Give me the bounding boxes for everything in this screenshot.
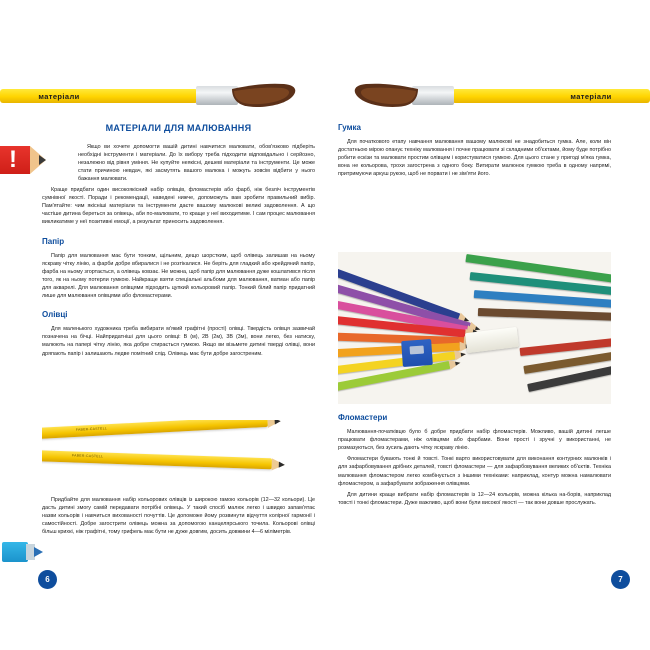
paragraph: Фломастери бувають тонкі й товсті. Тонкі варто використовувати для виконання контурних малюнків і для зафарбовування дрібних деталей, товсті фломастери — для зафарбовування великих об'єктів. Техніка малювання фломастером легко комбінується з іншими техніками: наприклад, контур можна намалювати фломастером, а зафарбувати зображення олівцями. [338, 456, 611, 487]
pencil-sharpener [401, 339, 433, 367]
paragraph: Для дитини краще вибрати набір фломастерів із 12—24 кольорів, можна кілька на-борів, наприклад товсті і тонкі фломастери. Дуже важливо, щоб вони були високої якості — так вони довше прослужать. [338, 491, 611, 506]
brush-bristles-icon [352, 83, 418, 109]
colored-pencil [520, 335, 611, 355]
brush-banner-right [350, 83, 650, 109]
marker-body [2, 542, 28, 562]
brush-tag-label: матеріали [38, 91, 80, 101]
photo-colored-pencils [338, 252, 611, 404]
exclamation-mark: ! [9, 146, 17, 173]
paragraph: Папір для малювання має бути тонким, щільним, дещо шорстким, щоб олівець залишав на ньому яскраву чітку лінію, а фарби добре вбиралися і не розтікалися. Не беріть для гладкий або крейдяний папір, фарба на ньому згортається, а олівець ковзає. Не можна, щоб папір для малювання дуже кошлатився після того, як на ньому потерли гумкою. Найкраще взяти спеціальні альбоми для малювання, ватман або папір для акварелі. Для малювання олівцями підходить цупкий кольоровий папір. Тонкий білий папір придатний лише для малювання олівцями або фломастерами. [42, 252, 315, 300]
pencil-brand-label: FABER-CASTELL [71, 453, 104, 459]
brush-bristles-icon [232, 83, 298, 109]
intro-block [78, 143, 315, 184]
pencil-brand-label: FABER-CASTELL [75, 426, 108, 432]
paragraph: Для початкового етапу навчання малювання вашому малюкові не знадобиться гумка. Але, коли він достатньою мірою опанує техніку малювання і почне працювати зі складними об'єктами, йому буде потрібно робити ескізи та малювати простим олівцем і користуватися гумкою. Для цього стане у пригоді м'яка гумка, вона не кольорова, трохи загострена з одного боку. Витирати малюнок гумкою треба в одному напрямі, притримуючи аркуш рукою, щоб не порвати і не зім'яти його. [338, 139, 611, 178]
pencil-lead [275, 420, 281, 424]
paragraph: Малювання-початківцю було б добре придбати набір фломастерів. Можливо, вашій дитині легше працювати фломастерами, ніж олівцями або фарбами. Вони прості і зручні у використанні, не розмазуються, без зусиль дають чітку яскраву лінію. [338, 429, 611, 452]
paragraph: Краще придбати один високоякісний набір олівців, фломастерів або фарб, ніж безліч інструментів сумнівної якості. Поради і рекомендації, наведені нижче, допоможуть вам зробити правильний вибір. Пам'ятайте: чим якісніші матеріали та інструменти даєте вашому малюкові великі задоволення. А що частіше дитина береться за олівець, аби по-малювати, то краще у неї виходитиме. І сам процес малювання викликатиме у неї позитивні емоції, а результат приносить задоволення. [42, 187, 315, 226]
colored-pencil [478, 308, 611, 321]
paragraph: Якщо ви хочете допомогти вашій дитині навчитися малювати, обов'язково підберіть необхідні інструменти і матеріали. До їх вибору треба підходити відповідально і серйозно, незалежно від рівня уміння. Не купуйте неякісні, дешеві матеріали та інструменти. Це може стати причиною невдач, які засмутять вашого малюка і можуть зовсім відбити у нього бажання малювати. [78, 143, 315, 182]
right-page-text-column [338, 122, 611, 246]
photo-yellow-pencils [42, 420, 315, 490]
section-heading-paper: Папір [42, 236, 65, 246]
marker-tip [34, 547, 43, 557]
section-heading-eraser: Гумка [338, 123, 361, 132]
yellow-pencil [42, 450, 272, 469]
left-page-text-column [42, 122, 315, 361]
left-page-text-column-continued [42, 496, 315, 562]
page-number-left: 6 [38, 570, 57, 589]
brush-ferrule [412, 86, 454, 105]
section-heading-pencils: Олівці [42, 310, 68, 320]
paragraph: Придбайте для малювання набір кольорових олівців із широкою гамою кольорів (12—32 кольори). Це дасть дитині змогу самій передавати потрібні олівець. У такий спосіб малюк легко і швидко запам'ятає назви кольорів і навчиться вихованості почуттів. Це допоможе йому розвинути відчуття колірної гармонії і самостійності. Добре загострити олівець можна за допомогою канцелярського точила. Кольорові олівці більш крихкі, ніж графітні, тому грифель має бути не дуже довгим, досить довжини 4—6 міліметрів. [42, 497, 315, 536]
page-number-right: 7 [611, 570, 630, 589]
section-heading-markers: Фломастери [338, 413, 388, 422]
yellow-pencil [42, 420, 268, 439]
page-title: МАТЕРІАЛИ ДЛЯ МАЛЮВАННЯ [105, 123, 252, 133]
right-page-text-column-lower [338, 412, 611, 572]
brush-tag-label: матеріали [570, 91, 612, 101]
brush-banner-left [0, 83, 300, 109]
pencil-lead [279, 461, 285, 467]
paragraph: Для маленького художника треба вибирати м'який графітні (прості) олівці. Твердість олівця зазвичай позначена на бічці. Найпридатніші для цього олівці: В (м), 2В (2м), 3В (3м), вони легко, без натиску, малюють на папері чітку лінію, яка добре стирається гумкою. Якщо ви візьмете дитині тверді олівці, вони дряпають папір і залишають ледве помітний слід. Олівець має бути добре загостреним. [42, 326, 315, 357]
attention-pencil-icon [0, 138, 48, 184]
marker-pen-icon [2, 536, 46, 570]
